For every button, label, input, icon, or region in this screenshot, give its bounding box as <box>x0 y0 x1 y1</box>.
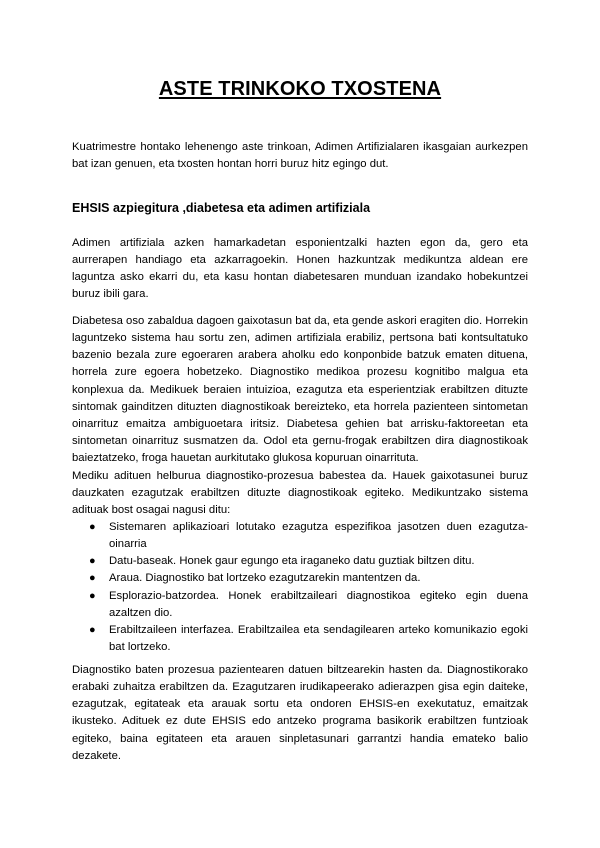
bullet-icon: ● <box>89 589 96 602</box>
list-item: ● Esplorazio-batzordea. Honek erabiltzaileari diagnostikoa egiteko egin duena azaltzen dio. <box>89 589 528 619</box>
components-list <box>72 519 528 656</box>
intro-paragraph: Kuatrimestre hontako lehenengo aste trinkoan, Adimen Artifizialaren ikasgaian aurkezpen bat izan genuen, eta txosten hontan horri buruz hitz egingo dut. <box>72 141 528 171</box>
paragraph-2: Diabetesa oso zabaldua dagoen gaixotasun bat da, eta gende askori eragiten dio. Horrekin laguntzeko sistema hau sortu zen, adimen artifiziala erabiliz, pertsona bati kontsultatuko bazenio bezala zure egoeraren arabera aholku edo konponbide batzuk ematen dituena, horrela zure egoera hobetzeko. Diagnostiko medikoa prozesu kognitibo malgua eta konplexua da. Medikuek beraien intuizioa, ezagutza eta esperientziak erabiltzen dituzte sintomak gainditzen dituzten diagnostikoak bereizteko, eta horrela pazienteen sintometan oinarrituz emaitza ambiguoetara iritsiz. Diabetesa gehien bat arrisku-faktoreetan eta sintometan oinarrituz susmatzen da. Odol eta gernu-frogak erabiltzen dira diagnostikoak baieztatzeko, froga hauetan aurkitutako glukosa kopuruan oinarrituta. <box>72 315 528 465</box>
paragraph-1: Adimen artifiziala azken hamarkadetan esponientzalki hazten egon da, gero eta aurrerapen handiago eta azkarragoekin. Honen hazkuntzak medikuntza aldean ere laguntza asko ekarri du, eta kasu hontan diabetesaren munduan izandako hobekuntzei buruz ibili gara. <box>72 237 528 301</box>
list-item: ● Erabiltzaileen interfazea. Erabiltzailea eta sendagilearen arteko komunikazio egoki bat lortzeko. <box>89 623 528 654</box>
list-item: ● Araua. Diagnostiko bat lortzeko ezagutzarekin mantentzen da. <box>72 570 528 587</box>
list-item: ● Sistemaren aplikazioari lotutako ezagutza espezifikoa jasotzen duen ezagutza-oinarria <box>89 521 528 551</box>
document-title: ASTE TRINKOKO TXOSTENA <box>158 78 442 100</box>
paragraph-4: Diagnostiko baten prozesua pazientearen datuen biltzearekin hasten da. Diagnostikorako erabaki zuhaitza erabiltzen da. Ezagutzaren irudikapeerako adierazpen gisa egin daiteke, ezagutzak, egitateak eta arauak sortu eta ondoren EHSIS-en exekutatuz, emaitzak ikusteko. Adituek ez dute EHSIS edo antzeko programa basikorik erabiltzen funtzioak egiteko, baina egitateen eta arauen sinpletasunari garrantzi handia emateko balio dezakete. <box>72 664 528 762</box>
bullet-icon: ● <box>89 572 96 585</box>
bullet-icon: ● <box>89 521 96 533</box>
list-item: ● Datu-baseak. Honek gaur egungo eta iraganeko datu guztiak biltzen ditu. <box>72 553 528 570</box>
bullet-icon: ● <box>89 623 96 636</box>
paragraph-3: Mediku adituen helburua diagnostiko-prozesua babestea da. Hauek gaixotasunei buruz dauzkaten ezagutzak erabiltzen dituzte diagnostikoak egiteko. Medikuntzako sistema adituak bost osagai nagusi ditu: <box>72 470 528 517</box>
bullet-icon: ● <box>89 555 96 568</box>
section-heading: EHSIS azpiegitura ,diabetesa eta adimen artifiziala <box>72 201 371 215</box>
